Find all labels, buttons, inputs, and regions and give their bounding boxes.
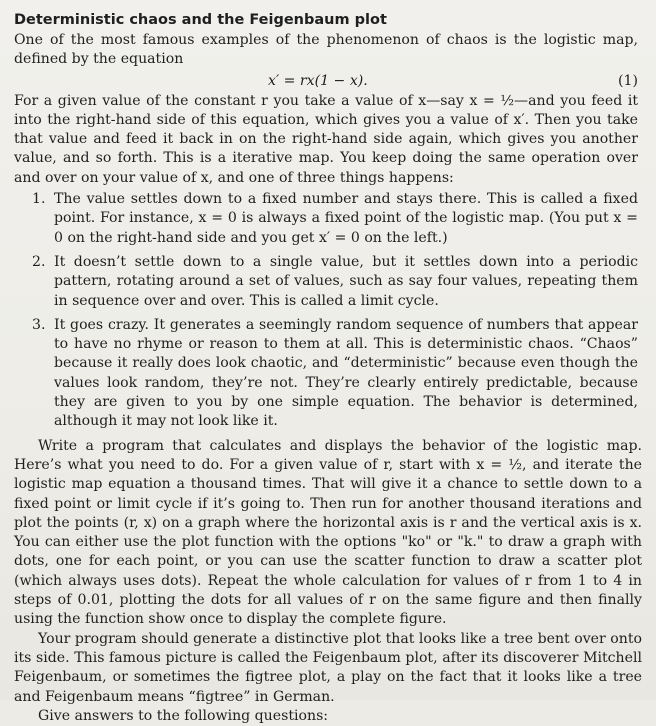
questions-intro: Give answers to the following questions: xyxy=(38,707,329,724)
equation-row xyxy=(14,70,642,92)
program-instructions-paragraph: Write a program that calculates and displays the behavior of the logistic map. Here’s what you need to do. For a given value of r, start with x = ½, and iterate the logistic map equation a thousand times. That will give it a chance to settle down to a fixed point or limit cycle if it’s going to. Then run for another thousand iterations and plot the points (r, x) on a graph where the horizontal axis is r and the vertical axis is x. You can either use the plot function with the options "ko" or "k." to draw a graph with dots, one for each point, or you can use the scatter function to draw a scatter plot (which always uses dots). Repeat the whole calculation for values of r from 1 to 4 in steps of 0.01, plotting the dots for all values of r on the same figure and then finally using the function show once to display the complete figure. xyxy=(14,437,642,628)
equation-number: (1) xyxy=(618,72,638,89)
section-title: Deterministic chaos and the Feigenbaum plot xyxy=(14,12,387,28)
feigenbaum-plot-paragraph: Your program should generate a distinctive plot that looks like a tree bent over onto its side. This famous picture is called the Feigenbaum plot, after its discoverer Mitchell Feigenbaum, or sometimes the figtree plot, a play on the fact that it looks like a tree and Feigenbaum means “figtree” in German. xyxy=(14,630,642,705)
list-item-text: It goes crazy. It generates a seemingly random sequence of numbers that appear to have no rhyme or reason to them at all. This is deterministic chaos. “Chaos” because it really does look chaotic, and “deterministic” because even though the values look random, they’re not. They’re clearly entirely predictable, because they are given to you by one simple equation. The behavior is determined, although it may not look like it. xyxy=(54,316,638,430)
list-item-fixed-point xyxy=(14,190,642,248)
intro-paragraph: One of the most famous examples of the phenomenon of chaos is the logistic map, defined by the equation xyxy=(14,32,638,68)
logistic-map-equation: x′ = rx(1 − x). xyxy=(268,72,368,89)
iterative-map-paragraph: For a given value of the constant r you take a value of x—say x = ½—and you feed it into the right-hand side of this equation, which gives you a value of x′. Then you take that value and feed it back in on the right-hand side again, which gives you another value, and so forth. This is a iterative map. You keep doing the same operation over and over on your value of x, and one of three things happens: xyxy=(14,92,638,186)
list-number: 2. xyxy=(32,253,46,270)
outcomes-list xyxy=(14,190,642,432)
list-item-limit-cycle xyxy=(14,253,642,311)
list-item-text: It doesn’t settle down to a single value, but it settles down into a periodic pattern, rotating around a set of values, such as say four values, repeating them in sequence over and over. This is called a limit cycle. xyxy=(54,253,638,309)
list-item-chaos xyxy=(14,316,642,432)
list-item-text: The value settles down to a fixed number and stays there. This is called a fixed point. For instance, x = 0 is always a fixed point of the logistic map. (You put x = 0 on the right-hand side and you get x′ = 0 on the left.) xyxy=(54,191,638,246)
list-number: 3. xyxy=(32,316,46,333)
list-number: 1. xyxy=(32,191,46,208)
